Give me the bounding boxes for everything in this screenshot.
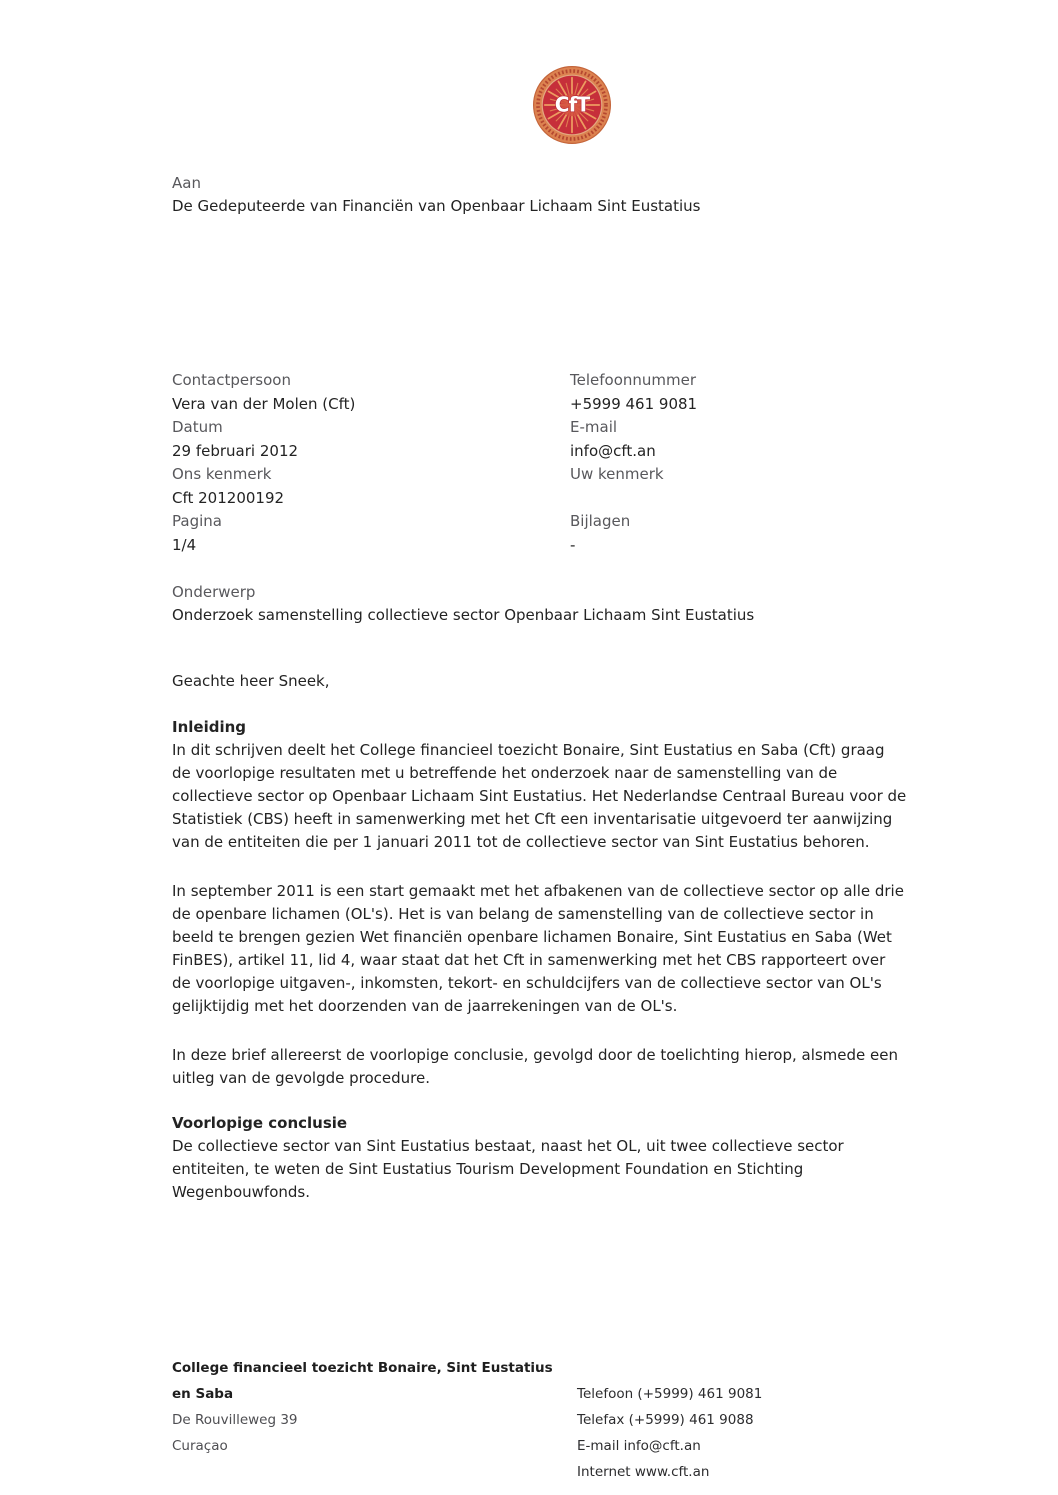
meta-label: Ons kenmerk (172, 465, 272, 483)
meta-label: Pagina (172, 512, 222, 530)
meta-label: Uw kenmerk (570, 465, 664, 483)
footer-org-line: en Saba (172, 1386, 234, 1402)
footer-contact-line: Telefoon (+5999) 461 9081 (577, 1386, 763, 1402)
cft-seal-icon (532, 65, 612, 145)
subject-block (172, 581, 912, 627)
subject-label: Onderwerp (172, 583, 256, 601)
cft-logo-text: CfT (554, 92, 590, 117)
footer-org-line: College financieel toezicht Bonaire, Sint Eustatius (172, 1360, 553, 1376)
meta-left (172, 369, 552, 557)
meta-label: Datum (172, 418, 223, 436)
meta-value: Vera van der Molen (Cft) (172, 394, 356, 413)
meta-label: E-mail (570, 418, 618, 436)
cft-logo (532, 65, 612, 145)
paragraph: De collectieve sector van Sint Eustatius bestaat, naast het OL, uit twee collectieve sector entiteiten, te weten de Sint Eustatius Tourism Development Foundation en Stichting Wegenbouwfonds. (172, 1137, 844, 1201)
meta-label: Telefoonnummer (570, 371, 697, 389)
meta-value: - (570, 535, 576, 554)
letter-body (172, 716, 908, 1204)
footer-org-block (172, 1355, 592, 1459)
section-heading: Inleiding (172, 718, 247, 736)
meta-value: info@cft.an (570, 441, 656, 460)
paragraph: In dit schrijven deelt het College financieel toezicht Bonaire, Sint Eustatius en Saba (Cft) graag de voorlopige resultaten met u betreffende het onderzoek naar de samenstelling van de collectieve sector op Openbaar Lichaam Sint Eustatius. Het Nederlandse Centraal Bureau voor de Statistiek (CBS) heeft in samenwerking met het Cft een inventarisatie uitgevoerd ter aanwijzing van de entiteiten die per 1 januari 2011 tot de collectieve sector van Sint Eustatius behoren. (172, 741, 907, 851)
section-heading: Voorlopige conclusie (172, 1114, 348, 1132)
footer-address-line: Curaçao (172, 1438, 228, 1454)
recipient-label: Aan (172, 174, 201, 192)
recipient-block (172, 172, 912, 218)
footer-address-line: De Rouvilleweg 39 (172, 1412, 298, 1428)
meta-value: 1/4 (172, 535, 197, 554)
salutation: Geachte heer Sneek, (172, 672, 330, 690)
meta-value: Cft 201200192 (172, 488, 285, 507)
subject-line: Onderzoek samenstelling collectieve sector Openbaar Lichaam Sint Eustatius (172, 606, 755, 624)
meta-value: 29 februari 2012 (172, 441, 299, 460)
footer-contact-line: Internet www.cft.an (577, 1464, 710, 1480)
paragraph: In deze brief allereerst de voorlopige conclusie, gevolgd door de toelichting hierop, alsmede een uitleg van de gevolgde procedure. (172, 1046, 899, 1087)
footer-contact-block (577, 1381, 907, 1485)
paragraph: In september 2011 is een start gemaakt met het afbakenen van de collectieve sector op alle drie de openbare lichamen (OL's). Het is van belang de samenstelling van de collectieve sector in beeld te brengen gezien Wet financiën openbare lichamen Bonaire, Sint Eustatius en Saba (Wet FinBES), artikel 11, lid 4, waar staat dat het Cft in samenwerking met het CBS rapporteert over de voorlopige uitgaven-, inkomsten, tekort- en schuldcijfers van de collectieve sector van OL's gelijktijdig met het doorzenden van de jaarrekeningen van de OL's. (172, 882, 904, 1015)
meta-value: +5999 461 9081 (570, 394, 698, 413)
footer-contact-line: E-mail info@cft.an (577, 1438, 701, 1454)
meta-value (570, 487, 900, 511)
meta-right (570, 369, 900, 557)
meta-label: Contactpersoon (172, 371, 291, 389)
recipient-line: De Gedeputeerde van Financiën van Openbaar Lichaam Sint Eustatius (172, 197, 701, 215)
meta-label: Bijlagen (570, 512, 631, 530)
footer-contact-line: Telefax (+5999) 461 9088 (577, 1412, 754, 1428)
